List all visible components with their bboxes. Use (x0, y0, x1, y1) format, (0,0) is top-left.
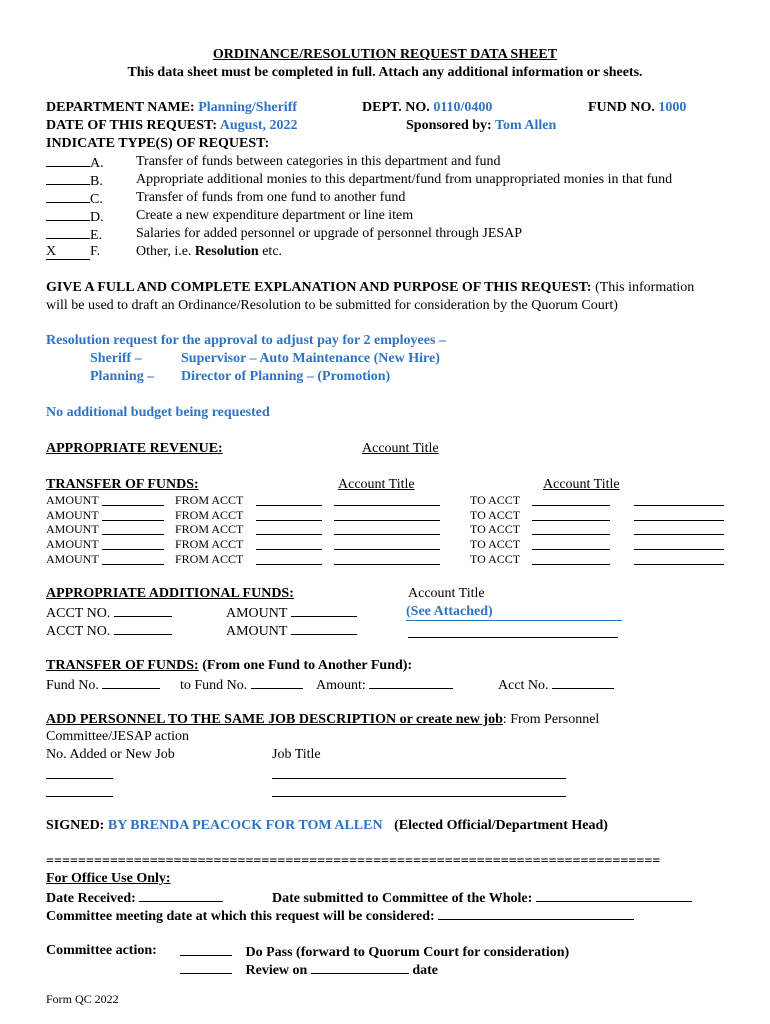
date-submitted-label: Date submitted to Committee of the Whole: (272, 891, 533, 906)
sheriff-label: Sheriff – (90, 351, 142, 366)
request-type-letter: A. (90, 156, 104, 171)
meeting-date-label: Committee meeting date at which this request will be considered: (46, 909, 435, 924)
job-title-field-1[interactable] (272, 778, 566, 779)
amount-field[interactable] (291, 622, 357, 635)
personnel-col-2: Job Title (272, 747, 321, 762)
fund-no-field-row (46, 676, 160, 694)
request-type-d[interactable] (46, 208, 104, 226)
dept-no-value: 0110/0400 (433, 100, 493, 115)
request-type-f[interactable] (46, 244, 100, 260)
from-account-title-field[interactable] (334, 505, 440, 506)
checkbox-blank[interactable] (46, 226, 90, 239)
request-type-letter: D. (90, 210, 104, 225)
request-date-value: August, 2022 (219, 118, 298, 133)
review-row (180, 961, 438, 979)
fund-transfer-heading-suffix: (From one Fund to Another Fund): (198, 658, 413, 673)
acct-no-label: ACCT NO. (46, 624, 111, 639)
amount-label: AMOUNT (226, 624, 288, 639)
acct-no-field[interactable] (114, 604, 172, 617)
office-separator: ============================================================================= (46, 854, 661, 869)
request-type-e[interactable] (46, 226, 102, 244)
request-type-letter: B. (90, 174, 103, 189)
transfer-funds-heading: TRANSFER OF FUNDS: (46, 477, 199, 492)
fund-amount-label: Amount: (316, 678, 366, 693)
to-account-title-field[interactable] (634, 549, 724, 550)
request-type-text: Appropriate additional monies to this department/fund from unappropriated monies in that fund (136, 172, 673, 187)
no-added-field-2[interactable] (46, 796, 113, 797)
from-acct-label: FROM ACCT (175, 522, 244, 536)
additional-acct-row-1 (46, 604, 172, 622)
planning-value: Director of Planning – (Promotion) (181, 369, 391, 384)
to-fund-no-row (180, 676, 303, 694)
other-bold: Resolution (194, 244, 259, 259)
acct-no-field[interactable] (114, 622, 172, 635)
from-acct-label: FROM ACCT (175, 493, 244, 507)
signed-row (46, 818, 608, 834)
amount-field[interactable] (102, 564, 164, 565)
to-account-title-field[interactable] (634, 505, 724, 506)
fund-amount-input[interactable] (369, 676, 453, 689)
request-type-b[interactable] (46, 172, 103, 190)
fund-no-input[interactable] (102, 676, 160, 689)
request-type-text: Transfer of funds between categories in this department and fund (136, 154, 501, 169)
fund-acct-no-label: Acct No. (498, 678, 549, 693)
checkbox-blank[interactable] (46, 190, 90, 203)
revenue-account-title: Account Title (362, 441, 439, 456)
date-received-label: Date Received: (46, 891, 136, 906)
appropriate-revenue-heading: APPROPRIATE REVENUE: (46, 441, 223, 456)
see-attached-text: (See Attached) (406, 604, 493, 619)
review-date-field[interactable] (311, 961, 409, 974)
to-acct-label: TO ACCT (470, 508, 521, 522)
request-type-a[interactable] (46, 154, 104, 172)
to-acct-field[interactable] (532, 549, 610, 550)
other-prefix: Other, i.e. (136, 244, 195, 259)
amount-field[interactable] (102, 549, 164, 550)
acct-no-label: ACCT NO. (46, 606, 111, 621)
do-pass-row (180, 943, 569, 961)
from-account-title-field[interactable] (334, 534, 440, 535)
from-acct-field[interactable] (256, 534, 322, 535)
dept-no-label: DEPT. NO. (362, 100, 430, 115)
from-acct-field[interactable] (256, 520, 322, 521)
meeting-date-field[interactable] (438, 907, 634, 920)
request-type-text (136, 244, 282, 260)
fund-transfer-heading-row (46, 658, 412, 674)
committee-action-label: Committee action: (46, 943, 157, 958)
request-type-letter: C. (90, 192, 103, 207)
to-account-title-field[interactable] (634, 520, 724, 521)
signed-label: SIGNED: (46, 818, 105, 833)
fund-no-label-2: Fund No. (46, 678, 99, 693)
dept-no (362, 100, 492, 116)
to-acct-label: TO ACCT (470, 522, 521, 536)
additional-amount-row-1 (226, 604, 357, 622)
fund-transfer-heading: TRANSFER OF FUNDS: (46, 658, 199, 673)
sponsor (406, 118, 556, 134)
other-suffix: etc. (258, 244, 283, 259)
date-received-row (46, 889, 223, 907)
from-acct-field[interactable] (256, 564, 322, 565)
sponsor-label: Sponsored by: (406, 118, 492, 133)
request-type-text: Create a new expenditure department or line item (136, 208, 414, 223)
explanation-heading: GIVE A FULL AND COMPLETE EXPLANATION AND PURPOSE OF THIS REQUEST: (46, 280, 592, 295)
account-title-field[interactable] (408, 637, 618, 638)
checkbox-blank[interactable] (46, 208, 90, 221)
job-title-field-2[interactable] (272, 796, 566, 797)
amount-label: AMOUNT (46, 552, 99, 566)
checkbox-mark[interactable]: X (46, 245, 90, 260)
planning-label: Planning – (90, 369, 155, 384)
from-acct-label: FROM ACCT (175, 537, 244, 551)
amount-row (316, 676, 453, 694)
personnel-note-2: Committee/JESAP action (46, 729, 189, 744)
form-subtitle: This data sheet must be completed in full. Attach any additional information or sheets. (127, 65, 643, 80)
request-type-letter: E. (90, 228, 103, 243)
department-name-label: DEPARTMENT NAME: (46, 100, 195, 115)
signed-value: BY BRENDA PEACOCK FOR TOM ALLEN (107, 818, 383, 833)
checkbox-blank[interactable] (46, 154, 90, 167)
amount-field[interactable] (102, 505, 164, 506)
explanation-note: (This information (591, 280, 695, 295)
additional-funds-heading: APPROPRIATE ADDITIONAL FUNDS: (46, 586, 294, 601)
to-acct-label: TO ACCT (470, 493, 521, 507)
request-date-label: DATE OF THIS REQUEST: (46, 118, 218, 133)
request-type-text: Transfer of funds from one fund to another fund (136, 190, 406, 205)
checkbox-blank[interactable] (46, 172, 90, 185)
see-attached-underline (406, 620, 622, 621)
personnel-heading-row (46, 712, 599, 728)
review-field[interactable] (180, 961, 232, 974)
additional-acct-row-2 (46, 622, 172, 640)
from-acct-label: FROM ACCT (175, 552, 244, 566)
amount-label: AMOUNT (46, 522, 99, 536)
to-acct-field[interactable] (532, 505, 610, 506)
do-pass-label: Do Pass (forward to Quorum Court for consideration) (245, 945, 570, 960)
acct-no-row (498, 676, 614, 694)
additional-account-title: Account Title (408, 586, 485, 601)
request-type-text: Salaries for added personnel or upgrade of personnel through JESAP (136, 226, 523, 241)
explanation-heading-row (46, 280, 694, 296)
amount-label: AMOUNT (226, 606, 288, 621)
form-title: ORDINANCE/RESOLUTION REQUEST DATA SHEET (212, 47, 558, 62)
to-acct-label: TO ACCT (470, 537, 521, 551)
to-acct-field[interactable] (532, 564, 610, 565)
sponsor-value: Tom Allen (494, 118, 557, 133)
amount-field[interactable] (102, 520, 164, 521)
personnel-heading: ADD PERSONNEL TO THE SAME JOB DESCRIPTION or create new job (46, 712, 503, 727)
see-attached (406, 604, 493, 620)
amount-label: AMOUNT (46, 508, 99, 522)
explanation-line-1: Resolution request for the approval to adjust pay for 2 employees – (46, 333, 446, 348)
meeting-date-row (46, 907, 634, 925)
explanation-note-2: will be used to draft an Ordinance/Resolution to be submitted for consideration by the Quorum Court) (46, 298, 618, 313)
request-types-heading: INDICATE TYPE(S) OF REQUEST: (46, 136, 270, 151)
amount-label: AMOUNT (46, 537, 99, 551)
fund-no (588, 100, 686, 116)
form-id: Form QC 2022 (46, 992, 119, 1006)
request-date (46, 118, 298, 134)
review-on-label: Review on (245, 963, 308, 978)
do-pass-field[interactable] (180, 943, 232, 956)
amount-field[interactable] (102, 534, 164, 535)
fund-no-label: FUND NO. (588, 100, 655, 115)
to-fund-no-input[interactable] (251, 676, 303, 689)
personnel-col-1: No. Added or New Job (46, 747, 175, 762)
to-acct-field[interactable] (532, 520, 610, 521)
department-name-value: Planning/Sheriff (198, 100, 298, 115)
from-acct-field[interactable] (256, 505, 322, 506)
fund-no-value: 1000 (658, 100, 687, 115)
department-row (46, 100, 297, 116)
request-type-c[interactable] (46, 190, 103, 208)
request-type-letter: F. (90, 244, 101, 259)
from-account-title-field[interactable] (334, 564, 440, 565)
from-account-title-field[interactable] (334, 549, 440, 550)
personnel-note: : From Personnel (502, 712, 600, 727)
amount-field[interactable] (291, 604, 357, 617)
no-budget-note: No additional budget being requested (46, 405, 270, 420)
fund-acct-no-input[interactable] (552, 676, 614, 689)
from-account-title: Account Title (338, 477, 415, 492)
review-date-word: date (412, 963, 438, 978)
to-acct-label: TO ACCT (470, 552, 521, 566)
amount-label: AMOUNT (46, 493, 99, 507)
date-submitted-field[interactable] (536, 889, 692, 902)
signed-role: (Elected Official/Department Head) (394, 818, 608, 833)
date-received-field[interactable] (139, 889, 223, 902)
office-heading: For Office Use Only: (46, 871, 171, 886)
to-fund-no-label: to Fund No. (180, 678, 248, 693)
sheriff-value: Supervisor – Auto Maintenance (New Hire) (181, 351, 440, 366)
to-account-title: Account Title (543, 477, 620, 492)
to-account-title-field[interactable] (634, 564, 724, 565)
from-acct-label: FROM ACCT (175, 508, 244, 522)
from-account-title-field[interactable] (334, 520, 440, 521)
date-submitted-row (272, 889, 692, 907)
from-acct-field[interactable] (256, 549, 322, 550)
to-account-title-field[interactable] (634, 534, 724, 535)
additional-amount-row-2 (226, 622, 357, 640)
no-added-field-1[interactable] (46, 778, 113, 779)
to-acct-field[interactable] (532, 534, 610, 535)
